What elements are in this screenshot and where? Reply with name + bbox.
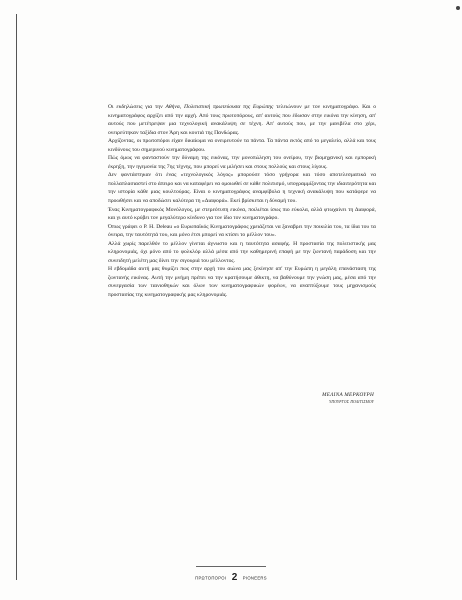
text-run: Δεν φαντάστηκαν ότι ένας «τεχνολογικός λόγος» μπορούσε τόσο γρήγορα και τόσο αποτελεσματικά να πολλαπλασιαστεί στο άπειρο και να καταφέρει να ομοιωθεί σε κάθε πολιτισμό, υπογραμμίζοντας την ιδιαιτερότητα και την ιστορία κάθε μιας κουλτούρας. Είναι ο κινηματογράφος αναμφίβολα η τεχνική ανακάλυψη που κατάφερε να προωθήσει και να αποδώσει καλύτερα τη «Διαφορά». Εκεί βρίσκεται η δύναμή του.: [108, 172, 376, 205]
text-run: Η εβδομάδα αυτή μας θυμίζει πως στην αρχή του αιώνα μας ξεκίνησε απ' την Ευρώπη η μεγάλη επανάσταση της ζωντανής εικόνας. Αυτή την μνήμη πρέπει να την κρατήσουμε άθικτη, να βαθύνουμε την γνώση μας, μέσα από την συνεργασία των ταινιοθηκών και όλων των κινηματογραφικών φορέων, να αναπτύξουμε τους μηχανισμούς προστασίας της κινηματογραφικής μας κληρονομιάς.: [108, 266, 376, 299]
text-run: Πώς όμως να φανταστούν την δύναμη της εικόνας, την μονοπώληση του ονείρου, την βιομηχανική και εμπορική έκρηξη, την ηγεμονία της 7ης τέχνης, που μπορεί να μιλήσει και στους πολλούς και στους λίγους.: [108, 155, 376, 170]
signature-title: ΥΠΟΥΡΓΟΣ ΠΟΛΙΤΙΣΜΟΥ: [329, 400, 374, 404]
body-paragraph: [108, 240, 376, 266]
footer-left-label: ΠΡΩΤΟΠΟΡΟΙ: [195, 575, 227, 581]
article-body: [108, 103, 376, 300]
text-run: Οι εκδηλώσεις για την: [108, 104, 166, 110]
page-number: 2: [231, 572, 238, 584]
body-paragraph: [108, 154, 376, 171]
binding-edge-line: [16, 14, 17, 580]
text-run: τελειώνουν με τον κινηματογράφο. Και ο κινηματογράφος αρχίζει από την αρχή. Από τους πρωτοπόρους, απ' αυτούς που έδωσαν στην εικόνα την κίνηση, απ' αυτούς που μετέτρεψαν μια τεχνολογική ανακάλυψη σε τέχνη. Απ' αυτούς που, με την μανιβέλα στο χέρι, ονειρεύτηκαν ταξίδια στον Άρη και κουτιά της Πανδώρας.: [108, 104, 377, 136]
text-run: Ένας Κινηματογραφικός Μονόλογος, με στερεότυπη εικόνα, ποιλιέται ίσως πιο εύκολα, αλλά φτωχαίνει τη Διαφορά, και γι αυτό κρύβει τον μεγαλύτερο κίνδυνο για τον ίδιο τον κινηματογράφο.: [108, 206, 376, 222]
signature-block: [322, 392, 374, 405]
body-paragraph: [108, 171, 376, 205]
punch-hole-mark: [456, 6, 460, 10]
signature-name: ΜΕΛΙΝΑ ΜΕΡΚΟΥΡΗ: [322, 392, 374, 398]
page-footer: [0, 569, 462, 587]
body-paragraph: [108, 206, 376, 223]
footer-rule: [196, 566, 266, 567]
body-paragraph: [108, 137, 376, 154]
body-paragraph: [108, 265, 376, 299]
text-run: Αρχίζοντας, οι πρωτοπόροι είχαν δικαίωμα να ονειρευτούν τα πάντα. Τα πάντα εκτός από το μεγαλείο, αλλά και τους κινδύνους του σημερινού κινηματογράφου.: [108, 138, 376, 153]
text-run: Όπως γράφει ο P. H. Deleau «ο Ευρωπαϊκός Κινηματογράφος χρειάζεται να ξαναβρει την ποικιλία του, τα ίδια του τα όνειρα, την ταυτότητά του, και μόνο έτσι μπορεί να κτίσει το μέλλον του».: [108, 223, 376, 239]
body-paragraph: [108, 223, 376, 240]
footer-right-label: PIONEERS: [242, 575, 267, 581]
body-paragraph: [108, 103, 376, 137]
italic-text-run: Αθήνα, Πολιτιστική πρωτεύουσα της Ευρώπης: [165, 104, 274, 110]
text-run: Αλλά χωρίς παρελθόν το μέλλον γίνεται άγνωστο και η ταυτότητα ασαφής. Η προστασία της πολιτιστικής μας κληρονομιάς, όχι μόνο από το φολκλόρ αλλά μέσα από την καθημερινή επαφή με την ζωντανή παράδοση και την συνειδητή μελέτη μας δίνει την σιγουριά του μέλλοντος.: [108, 240, 376, 264]
